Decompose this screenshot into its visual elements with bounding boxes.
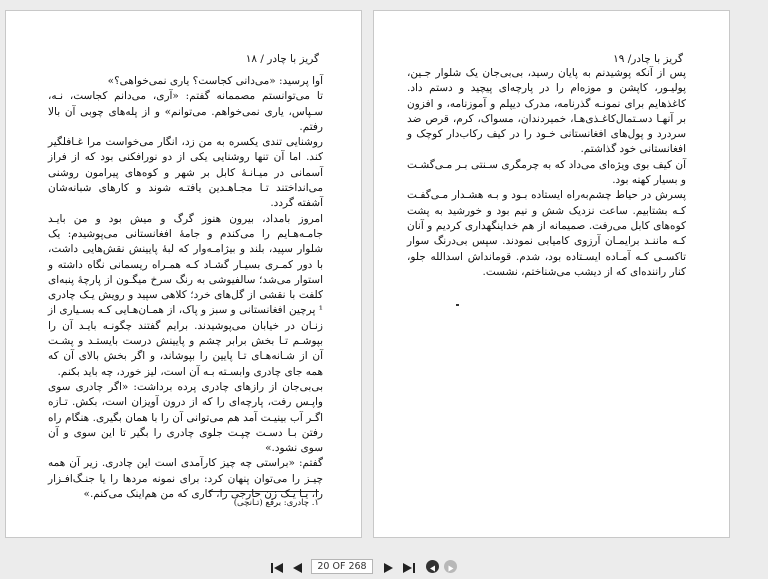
footnote: ۱. چادری: برقع (تـانچی) bbox=[233, 498, 319, 508]
page-number-field[interactable]: 20 OF 268 bbox=[311, 559, 373, 574]
right-page-body bbox=[407, 66, 686, 280]
paragraph: پسرش در حیاط چشم‌به‌راه ایستاده بـود و بـه هشـدار مـی‌گفـت کـه بشتابیم. ساعت نزدیک شش و نیم بود و خورشید به پشت کوه‌های کابل می‌رفت. صمیمانه از هم خداینگهداری کردیم و آنان کـه ماننـد برایمـان آرزوی کامیابی نمودند. سپس بی‌درنگ سوار تاکسـی کـه آمـاده ایسـتاده بود، شدم. قومانداش اسدالله جلو، کنار راننده‌ای که از دیشب می‌شناختم، نشست. bbox=[407, 189, 686, 278]
paragraph: گفتم: «براستی چه چیز کارآمدی است این چادری. زیر آن همه چیـز را می‌توان پنهان کرد: برای نمونه مردها را یا جنـگ‌افـزار را، یـا یـک زن خارجی را، کاری که من هم‌اینک می‌کنم.» bbox=[48, 457, 323, 501]
footnote-divider bbox=[209, 491, 319, 492]
paragraph: آن کیف بوی ویژه‌ای می‌داد که به چرمگری سـنتی بـر مـی‌گشـت و بسیار کهنه بود. bbox=[407, 158, 686, 187]
right-page bbox=[373, 10, 730, 538]
paragraph: روشنایی تندی یکسره به من زد، انگار می‌خواست مرا غـافلگیر کند. اما آن تنها روشنایی یکی از دو نورافکنی بود که از فراز آسمانی در میـانـهٔ کابل بر شهر و کوه‌های پیرامون روشنی می‌انداختند تـا مجـاهـدین یافتـه شوند و کارهای شبانه‌شان آشفته گردد. bbox=[48, 136, 323, 210]
left-page bbox=[5, 10, 362, 538]
paragraph: امروز بامداد، بیرون هنوز گرگ و میش بود و من بایـد جامـه‌هـایم را می‌کندم و جامهٔ افغانستانی می‌پوشیدم: یک شلوار سپید، بلند و بیژامـه‌وار که لبهٔ پایینش نقش‌هایی داشت، با دور کمـری بسیـار گشـاد کـه همـراه ریسمانی نگاه داشته و استوار می‌شد؛ سالفیوشی به رنگ سرخ میگـون از پارچهٔ پنبه‌ای کلفت با نقشی از گل‌های خرد؛ کلاهی سپید و رویش یـک چادری ¹ پرچین افغانستانی و سبز و پاک، از همـان‌هـایی کـه بسـیاری از زنـان در خیابان می‌پوشیدند. برایم گفتند چگونـه بایـد آن را بپوشـم تـا بخش برابر چشم و پایینش درست بایستـد و پشـت آن از شـانه‌هـای تـا پایین را بپوشاند، و اگر بخش بالای آن که همه جای چادری وابسـته بـه آن است، لیز خورد، چه باید بکنم. bbox=[48, 212, 323, 378]
paragraph: پس از آنکه پوشیدنم به پایان رسید، بی‌بی‌جان یک شلوار جـین، پولیـور، کاپشن و موزه‌ام را در پارچه‌ای پیچید و دستم داد. کاغذهایم برای نمونـه گذرنامه، مدرک دیپلم و آموزنامه، و افزون بر آنهـا دسـتمال‌کاغـذی‌هـا، خمیردندان، مسواک، کرم، قرص ضد سردرد و پول‌های افغانستانی خـود را در کیف رکاب‌دار کوچک و افغانستانی خود گذاشتم. bbox=[407, 67, 686, 156]
circle-back-icon[interactable] bbox=[426, 560, 439, 573]
paragraph: بی‌بی‌جان از رازهای چادری پرده برداشت: «اگر چادری سوی واپـس رفت، پارچه‌ای را که از درون آویزان است، بکش. تـازه اگـر آب بینیـت آمد هم می‌توانی آن را با همان بگیری. هنگام راه رفتن بـا دسـت چپـت جلوی چادری را بگیر تا این سوی و آن سوی نشود.» bbox=[48, 380, 323, 455]
next-page-icon[interactable] bbox=[382, 560, 396, 574]
skip-to-first-icon[interactable] bbox=[270, 560, 284, 574]
paragraph: تا می‌توانستم مصممانه گفتم: «آری، می‌دانم کجاست، نـه، سـپاس، یاری نمی‌خواهم. می‌توانم» و از پله‌های چوبی آن بالا رفتم. bbox=[48, 90, 323, 133]
paragraph: آوا پرسید: «می‌دانی کجاست؟ یاری نمی‌خواهی؟» bbox=[107, 75, 323, 87]
left-page-header: ۱۸ / گریز با چادر bbox=[245, 53, 319, 65]
stray-ink-mark bbox=[456, 304, 459, 306]
left-page-body bbox=[48, 74, 323, 502]
circle-forward-icon[interactable] bbox=[444, 560, 457, 573]
reader-toolbar bbox=[0, 555, 768, 579]
previous-page-icon[interactable] bbox=[290, 560, 304, 574]
right-page-header: گریز با چادر/ ۱۹ bbox=[613, 53, 683, 65]
skip-to-last-icon[interactable] bbox=[402, 560, 416, 574]
